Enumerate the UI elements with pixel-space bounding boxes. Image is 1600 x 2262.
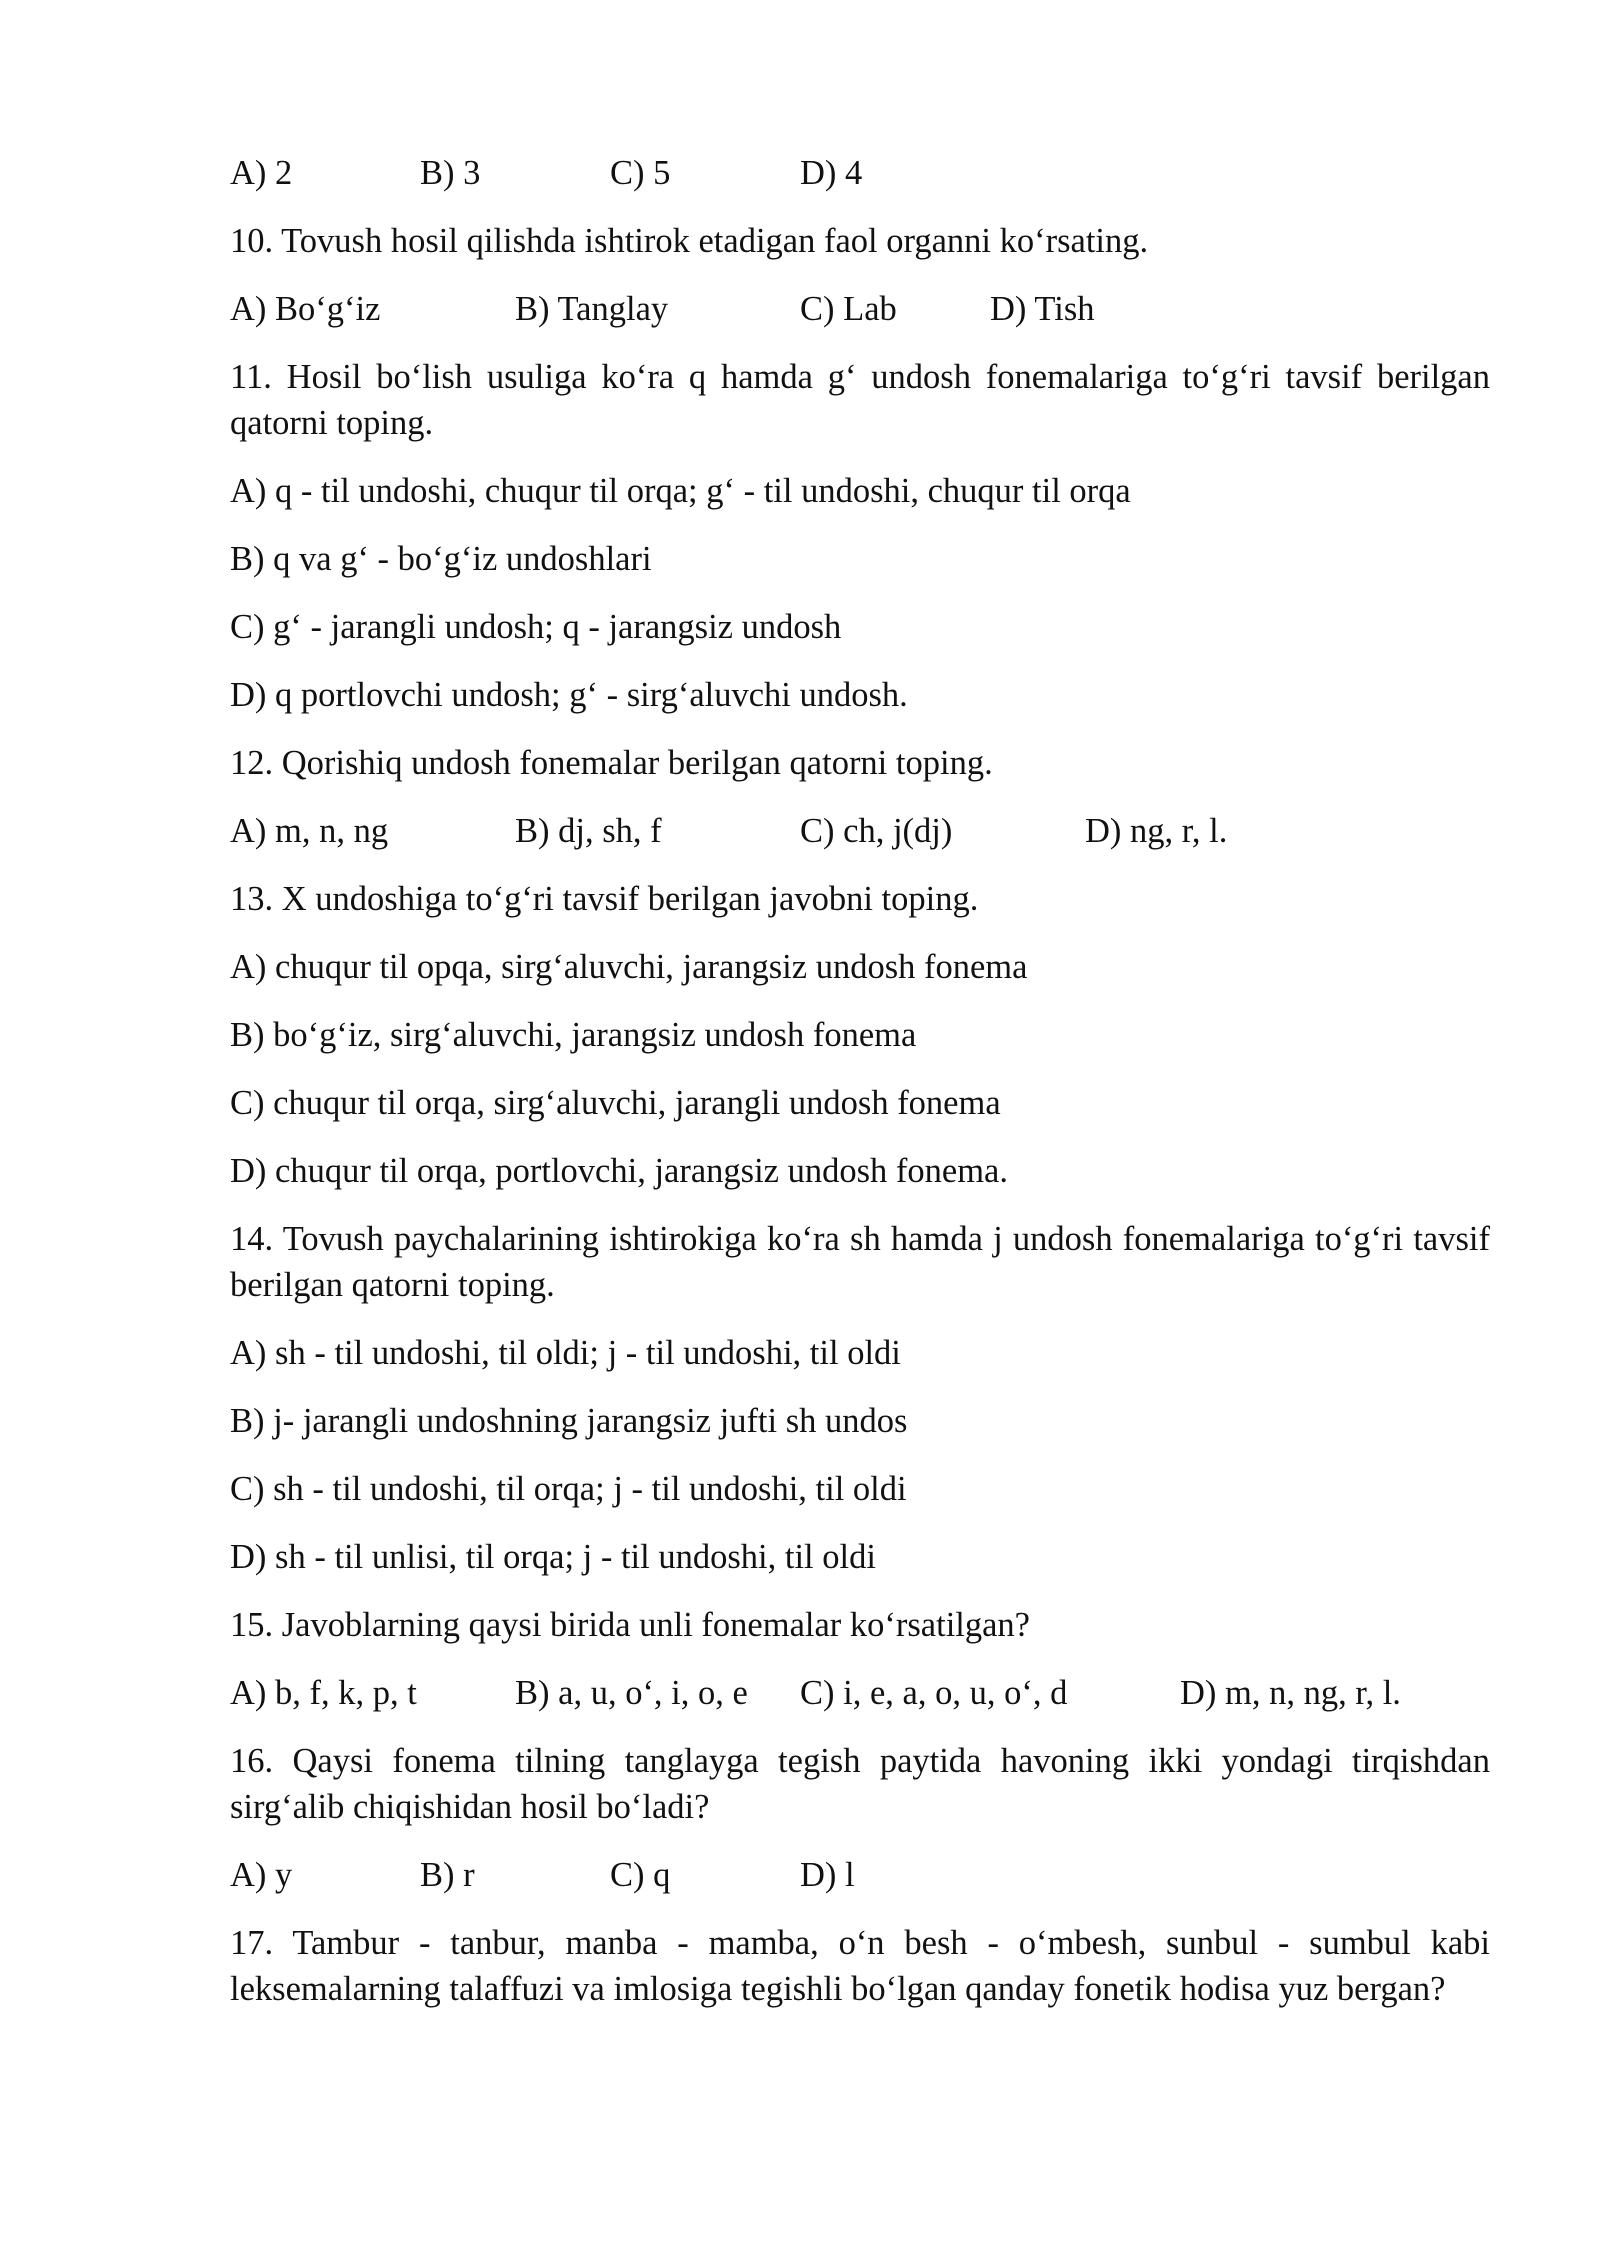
q11-question: 11. Hosil bo‘lish usuliga ko‘ra q hamda g‘ undosh fonemalariga to‘g‘ri tavsif berilgan qatorni toping.	[230, 358, 1490, 442]
q10-option-c: C) Lab	[800, 290, 897, 328]
q12-option-d: D) ng, r, l.	[1085, 812, 1228, 850]
q11-option-a: A) q - til undoshi, chuqur til orqa; g‘ - til undoshi, chuqur til orqa	[230, 472, 1131, 510]
q10-question: 10. Tovush hosil qilishda ishtirok etadigan faol organni ko‘rsating.	[230, 222, 1149, 260]
q12-option-a: A) m, n, ng	[230, 812, 389, 850]
q10-option-d: D) Tish	[990, 290, 1095, 328]
q9-option-a: A) 2	[230, 154, 293, 192]
q14-option-c: C) sh - til undoshi, til orqa; j - til undoshi, til oldi	[230, 1470, 907, 1508]
q16-option-b: B) r	[420, 1856, 475, 1894]
q16-option-c: C) q	[610, 1856, 671, 1894]
q11-option-d: D) q portlovchi undosh; g‘ - sirg‘aluvchi undosh.	[230, 676, 908, 714]
q16-options	[230, 1852, 1490, 1898]
q17-question: 17. Tambur - tanbur, manba - mamba, o‘n besh - o‘mbesh, sunbul - sumbul kabi leksemalarning talaffuzi va imlosiga tegishli bo‘lgan qanday fonetik hodisa yuz bergan?	[230, 1924, 1490, 2008]
q13-option-c: C) chuqur til orqa, sirg‘aluvchi, jarangli undosh fonema	[230, 1084, 1001, 1122]
q10-options	[230, 286, 1490, 332]
q15-question: 15. Javoblarning qaysi birida unli fonemalar ko‘rsatilgan?	[230, 1606, 1030, 1644]
q15-option-d: D) m, n, ng, r, l.	[1180, 1674, 1401, 1712]
q11-option-c: C) g‘ - jarangli undosh; q - jarangsiz undosh	[230, 608, 842, 646]
q12-option-b: B) dj, sh, f	[515, 812, 662, 850]
q15-option-a: A) b, f, k, p, t	[230, 1674, 417, 1712]
q14-option-a: A) sh - til undoshi, til oldi; j - til undoshi, til oldi	[230, 1334, 901, 1372]
q12-options	[230, 808, 1490, 854]
q16-question: 16. Qaysi fonema tilning tanglayga tegish paytida havoning ikki yondagi tirqishdan sirg‘alib chiqishidan hosil bo‘ladi?	[230, 1742, 1490, 1826]
q16-option-a: A) y	[230, 1856, 293, 1894]
q13-question: 13. X undoshiga to‘g‘ri tavsif berilgan javobni toping.	[230, 880, 979, 918]
q13-option-b: B) bo‘g‘iz, sirg‘aluvchi, jarangsiz undosh fonema	[230, 1016, 917, 1054]
q13-option-d: D) chuqur til orqa, portlovchi, jarangsiz undosh fonema.	[230, 1152, 1008, 1190]
q16-option-d: D) l	[800, 1856, 855, 1894]
test-page	[230, 150, 1490, 2034]
q14-option-d: D) sh - til unlisi, til orqa; j - til undoshi, til oldi	[230, 1538, 876, 1576]
q12-question: 12. Qorishiq undosh fonemalar berilgan qatorni toping.	[230, 744, 993, 782]
q9-options	[230, 150, 1490, 196]
q9-option-d: D) 4	[800, 154, 863, 192]
q12-option-c: C) ch, j(dj)	[800, 812, 953, 850]
q9-option-c: C) 5	[610, 154, 671, 192]
q10-option-a: A) Bo‘g‘iz	[230, 290, 381, 328]
q11-option-b: B) q va g‘ - bo‘g‘iz undoshlari	[230, 540, 652, 578]
q14-question: 14. Tovush paychalarining ishtirokiga ko‘ra sh hamda j undosh fonemalariga to‘g‘ri tavsif berilgan qatorni toping.	[230, 1220, 1490, 1304]
q10-option-b: B) Tanglay	[515, 290, 669, 328]
q9-option-b: B) 3	[420, 154, 481, 192]
q14-option-b: B) j- jarangli undoshning jarangsiz jufti sh undos	[230, 1402, 908, 1440]
q15-option-b: B) a, u, o‘, i, o, e	[515, 1674, 748, 1712]
q13-option-a: A) chuqur til opqa, sirg‘aluvchi, jarangsiz undosh fonema	[230, 948, 1028, 986]
q15-options	[230, 1670, 1490, 1716]
q15-option-c: C) i, e, a, o, u, o‘, d	[800, 1674, 1068, 1712]
